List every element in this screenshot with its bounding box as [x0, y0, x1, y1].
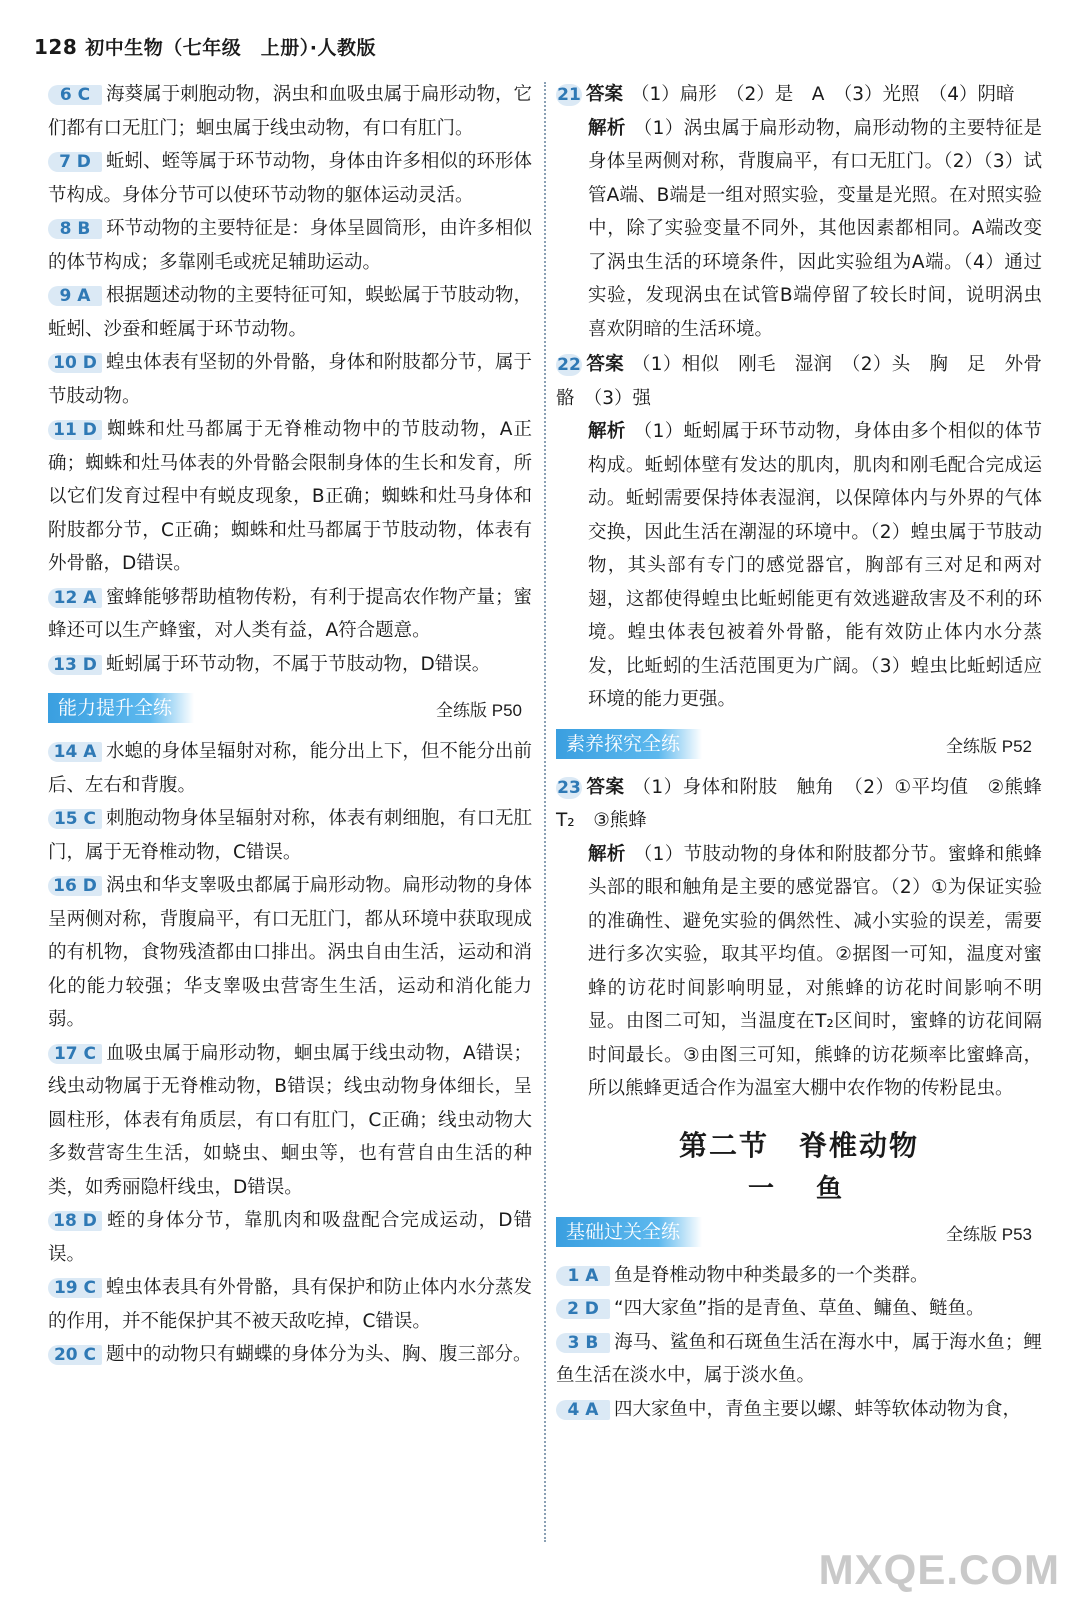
question-answer-block — [556, 771, 1061, 1106]
answer-number-badge: 7 D — [48, 152, 102, 172]
banner-ref: 全练版 P52 — [946, 736, 1032, 756]
left-column — [48, 78, 532, 1372]
answer-number-badge: 6 C — [48, 85, 102, 105]
answer-number-badge: 11 D — [48, 420, 102, 440]
answer-list-ability — [48, 735, 532, 1372]
answer-item — [556, 1326, 1042, 1393]
question-number-badge: 21 — [557, 85, 581, 105]
banner-label: 基础过关全练 — [556, 1217, 702, 1247]
answer-item — [556, 1259, 1042, 1293]
page-number: 128 — [34, 35, 78, 59]
answer-text: 四大家鱼中，青鱼主要以螺、蚌等软体动物为食， — [614, 1398, 1022, 1420]
answer-text: 蝗虫体表有坚韧的外骨骼，身体和附肢都分节，属于节肢动物。 — [48, 352, 532, 407]
answer-text: “四大家鱼”指的是青鱼、草鱼、鳙鱼、鲢鱼。 — [614, 1298, 985, 1319]
answer-item — [48, 581, 532, 648]
qa-list-ability — [556, 78, 1042, 717]
section-banner-inquiry — [556, 727, 1042, 763]
answer-text: 海马、鲨鱼和石斑鱼生活在海水中，属于海水鱼；鲤鱼生活在淡水中，属于淡水鱼。 — [556, 1331, 1042, 1386]
answer-text: 刺胞动物身体呈辐射对称，体表有刺细胞，有口无肛门，属于无脊椎动物，C错误。 — [48, 808, 532, 863]
answer-text: 蝗虫体表具有外骨骼，具有保护和防止体内水分蒸发的作用，并不能保护其不被天敌吃掉，C错误。 — [48, 1277, 532, 1332]
answer-text: 水螅的身体呈辐射对称，能分出上下，但不能分出前后、左右和背腹。 — [48, 741, 532, 796]
answer-number-badge: 20 C — [48, 1345, 102, 1365]
answer-number-badge: 12 A — [48, 588, 102, 608]
answer-number-badge: 13 D — [48, 655, 102, 675]
answer-item — [556, 1292, 1042, 1326]
answer-number-badge: 19 C — [48, 1278, 102, 1298]
question-number-badge: 23 — [557, 777, 581, 798]
answer-item — [48, 212, 532, 279]
page-header — [34, 33, 376, 60]
answer-text: （1）身体和附肢 触角 （2）①平均值 ②熊蜂 T₂ ③熊蜂 — [556, 776, 1061, 831]
answer-number-badge: 17 C — [48, 1044, 102, 1064]
analysis-label: 解析 — [588, 421, 626, 442]
answer-number-badge: 3 B — [556, 1333, 610, 1353]
section-subtitle: 一 鱼 — [747, 1173, 850, 1204]
answer-number-badge: 9 A — [48, 286, 102, 306]
answer-item — [48, 346, 532, 413]
answer-item — [48, 279, 532, 346]
section-title: 第二节 脊椎动物 — [678, 1128, 919, 1162]
answer-number-badge: 16 D — [48, 876, 102, 896]
column-divider — [544, 82, 546, 1542]
answer-label: 答案 — [586, 776, 625, 798]
answer-number-badge: 4 A — [556, 1400, 610, 1420]
answer-list-fish — [556, 1259, 1042, 1427]
question-answer-block — [556, 78, 1042, 346]
answer-list-basic — [48, 78, 532, 681]
analysis-label: 解析 — [588, 117, 626, 139]
question-answer-block — [556, 348, 1042, 717]
answer-item — [48, 735, 532, 802]
answer-text: （1）相似 刚毛 湿润 （2）头 胸 足 外骨骼 （3）强 — [556, 354, 1042, 409]
answer-item — [556, 1393, 1042, 1427]
answer-item — [48, 1204, 532, 1271]
answer-label: 答案 — [586, 354, 624, 375]
answer-number-badge: 10 D — [48, 353, 102, 373]
answer-item — [48, 78, 532, 145]
answer-item — [48, 869, 532, 1037]
watermark: MXQE.COM — [818, 1546, 1060, 1593]
answer-text: 蚯蚓、蛭等属于环节动物，身体由许多相似的环形体节构成。身体分节可以使环节动物的躯体运动灵活。 — [48, 151, 532, 206]
answer-text: 涡虫和华支睾吸虫都属于扁形动物。扁形动物的身体呈两侧对称，背腹扁平，有口无肛门，都从环境中获取现成的有机物，食物残渣都由口排出。涡虫自由生活，运动和消化的能力较强；华支睾吸虫营寄生生活，运动和消化能力弱。 — [48, 875, 532, 1030]
right-column — [556, 78, 1061, 1426]
answer-text: 环节动物的主要特征是：身体呈圆筒形，由许多相似的体节构成；多靠刚毛或疣足辅助运动。 — [48, 218, 532, 273]
analysis-text: （1）涡虫属于扁形动物，扁形动物的主要特征是身体呈两侧对称，背腹扁平，有口无肛门。（2）（3）试管A端、B端是一组对照实验，变量是光照。在对照实验中，除了实验变量不同外，其他因素都相同。A端改变了涡虫生活的环境条件，因此实验组为A端。（4）通过实验，发现涡虫在试管B端停留了较长时间，说明涡虫喜欢阴暗的生活环境。 — [588, 117, 1042, 340]
answer-number-badge: 1 A — [556, 1266, 610, 1286]
answer-number-badge: 15 C — [48, 809, 102, 829]
answer-number-badge: 18 D — [48, 1211, 102, 1231]
answer-text: 蚯蚓属于环节动物，不属于节肢动物，D错误。 — [106, 653, 491, 675]
answer-label: 答案 — [586, 84, 624, 105]
answer-text: 蜜蜂能够帮助植物传粉，有利于提高农作物产量；蜜蜂还可以生产蜂蜜，对人类有益，A符合题意。 — [48, 586, 532, 641]
analysis-label: 解析 — [588, 843, 626, 865]
answer-text: 题中的动物只有蝴蝶的身体分为头、胸、腹三部分。 — [106, 1344, 532, 1365]
answer-text: 蛭的身体分节，靠肌肉和吸盘配合完成运动，D错误。 — [48, 1210, 532, 1265]
section-banner-ability — [48, 691, 532, 727]
answer-text: 蜘蛛和灶马都属于无脊椎动物中的节肢动物，A正确；蜘蛛和灶马体表的外骨骼会限制身体的生长和发育，所以它们发育过程中有蜕皮现象，B正确；蜘蛛和灶马身体和附肢都分节，C正确；蜘蛛和灶马都属于节肢动物，体表有外骨骼，D错误。 — [48, 419, 532, 574]
banner-label: 能力提升全练 — [48, 693, 194, 723]
answer-text: 海葵属于刺胞动物，涡虫和血吸虫属于扁形动物，它们都有口无肛门；蛔虫属于线虫动物，有口有肛门。 — [48, 84, 532, 139]
analysis-text: （1）蚯蚓属于环节动物，身体由多个相似的体节构成。蚯蚓体壁有发达的肌肉，肌肉和刚毛配合完成运动。蚯蚓需要保持体表湿润，以保障体内与外界的气体交换，因此生活在潮湿的环境中。（2）蝗虫属于节肢动物，其头部有专门的感觉器官，胸部有三对足和两对翅，这都使得蝗虫比蚯蚓能更有效逃避敌害及不利的环境。蝗虫体表包被着外骨骼，能有效防止体内水分蒸发，比蚯蚓的生活范围更为广阔。（3）蝗虫比蚯蚓适应环境的能力更强。 — [588, 421, 1042, 710]
answer-text: 鱼是脊椎动物中种类最多的一个类群。 — [614, 1264, 929, 1286]
question-number-badge: 22 — [557, 355, 581, 375]
answer-number-badge: 2 D — [556, 1299, 610, 1319]
answer-item — [48, 802, 532, 869]
answer-text: 根据题述动物的主要特征可知，蜈蚣属于节肢动物，蚯蚓、沙蚕和蛭属于环节动物。 — [48, 285, 532, 340]
answer-number-badge: 8 B — [48, 219, 102, 239]
answer-number-badge: 14 A — [48, 742, 102, 762]
answer-item — [48, 648, 532, 682]
answer-text: 血吸虫属于扁形动物，蛔虫属于线虫动物，A错误；线虫动物属于无脊椎动物，B错误；线虫动物身体细长，呈圆柱形，体表有角质层，有口有肛门，C正确；线虫动物大多数营寄生生活，如蛲虫、蛔虫等，也有营自由生活的种类，如秀丽隐杆线虫，D错误。 — [48, 1042, 532, 1198]
answer-item — [48, 145, 532, 212]
section-banner-basic — [556, 1215, 1042, 1251]
answer-item — [48, 1037, 532, 1205]
analysis-text: （1）节肢动物的身体和附肢都分节。蜜蜂和熊蜂头部的眼和触角是主要的感觉器官。（2）①为保证实验的准确性、避免实验的偶然性、减小实验的误差，需要进行多次实验，取其平均值。②据图一可知，温度对蜜蜂的访花时间影响明显，对熊蜂的访花时间影响不明显。由图二可知，当温度在T₂区间时，蜜蜂的访花间隔时间最长。③由图三可知，熊蜂的访花频率比蜜蜂高，所以熊蜂更适合作为温室大棚中农作物的传粉昆虫。 — [588, 843, 1042, 1099]
answer-text: （1）扁形 （2）是 A （3）光照 （4）阴暗 — [631, 84, 1015, 105]
answer-item — [48, 1338, 532, 1372]
banner-label: 素养探究全练 — [556, 729, 702, 759]
banner-ref: 全练版 P50 — [436, 701, 522, 720]
banner-ref: 全练版 P53 — [946, 1224, 1032, 1244]
book-title: 初中生物（七年级 上册）·人教版 — [85, 37, 376, 59]
answer-item — [48, 413, 532, 581]
qa-list-inquiry — [556, 771, 1061, 1106]
answer-item — [48, 1271, 532, 1338]
